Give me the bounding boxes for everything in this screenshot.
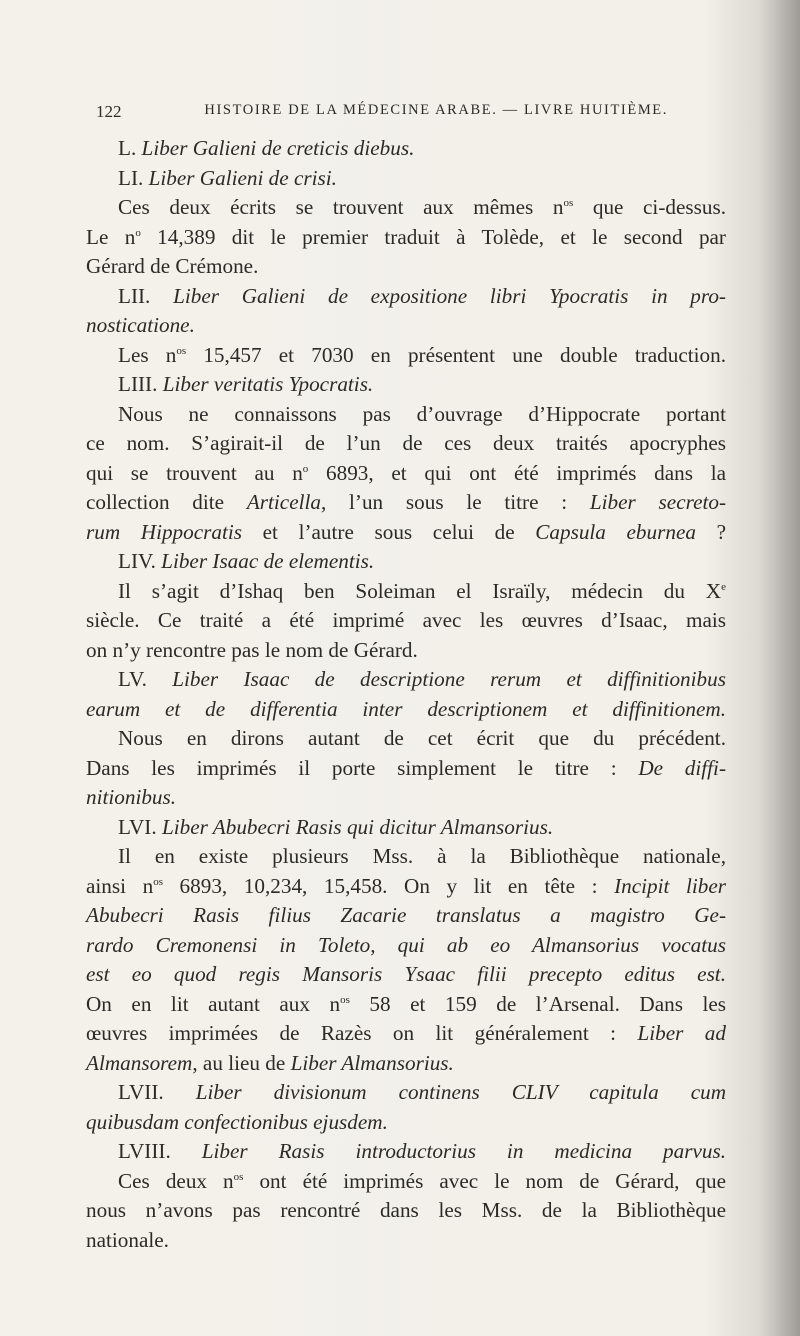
italic-run: Liber veritatis Ypocratis. xyxy=(162,372,374,396)
text-line xyxy=(86,754,726,784)
running-header xyxy=(96,102,668,122)
text-line xyxy=(86,282,726,312)
text-run: ce nom. S’agirait-il de l’un de ces deux traités apocryphes xyxy=(86,431,726,455)
text-line xyxy=(86,429,726,459)
text-line xyxy=(86,341,726,371)
text-line xyxy=(86,990,726,1020)
text-run: 14,389 dit le premier traduit à Tolède, et le second par xyxy=(140,224,726,249)
text-line xyxy=(86,842,726,872)
text-line xyxy=(86,636,726,666)
text-run: LIII. xyxy=(118,372,163,396)
text-run: LVII. xyxy=(118,1080,196,1104)
superscript: o xyxy=(135,226,141,239)
superscript: os xyxy=(563,197,574,209)
text-run: et l’autre sous celui de xyxy=(242,519,536,544)
italic-run: Liber secreto- xyxy=(589,490,727,514)
italic-run: Liber Galieni de creticis diebus. xyxy=(141,136,415,160)
text-line xyxy=(86,813,726,843)
italic-run: Liber Galieni de crisi. xyxy=(148,165,337,190)
superscript: e xyxy=(721,580,726,593)
text-line xyxy=(86,1078,726,1108)
text-run: que ci-dessus. xyxy=(573,195,726,219)
text-run: Ces deux écrits se trouvent aux mêmes n xyxy=(118,195,564,219)
italic-run: rum Hippocratis xyxy=(86,519,243,544)
text-line xyxy=(86,311,726,341)
text-run: nationale. xyxy=(86,1227,169,1252)
text-run: 58 et 159 de l’Arsenal. Dans les xyxy=(349,991,726,1016)
text-line xyxy=(86,193,726,223)
superscript: os xyxy=(340,993,350,1006)
superscript: os xyxy=(153,875,163,888)
italic-run: Liber divisionum continens CLIV capitula cum xyxy=(195,1080,726,1104)
text-run: Le n xyxy=(86,224,136,249)
italic-run: Capsula eburnea xyxy=(535,519,696,544)
italic-run: nosticatione. xyxy=(86,313,195,337)
text-run: LVI. xyxy=(118,814,162,839)
text-line xyxy=(86,872,726,902)
text-line xyxy=(86,901,726,931)
italic-run: earum et de differentia inter descriptionem et diffinitionem. xyxy=(86,696,726,721)
text-run: on n’y rencontre pas le nom de Gérard. xyxy=(86,637,418,662)
text-line xyxy=(86,252,726,282)
text-run: Les n xyxy=(118,342,177,367)
text-line xyxy=(86,488,726,518)
text-line xyxy=(86,547,726,577)
text-line xyxy=(86,1167,726,1197)
text-line xyxy=(86,783,726,813)
text-run: œuvres imprimées de Razès on lit généralement : xyxy=(86,1021,638,1045)
superscript: o xyxy=(302,462,309,475)
text-line xyxy=(86,370,726,400)
text-run: LII. xyxy=(118,283,174,308)
text-line xyxy=(86,960,726,990)
text-line xyxy=(86,164,726,194)
text-line xyxy=(86,1049,726,1079)
text-run: siècle. Ce traité a été imprimé avec les œuvres d’Isaac, mais xyxy=(86,608,726,632)
italic-run: De diffi- xyxy=(638,755,726,780)
text-line xyxy=(86,665,726,695)
text-run: LVIII. xyxy=(118,1139,202,1163)
text-run: Il en existe plusieurs Mss. à la Bibliothèque nationale, xyxy=(118,844,726,868)
text-line xyxy=(86,931,726,961)
text-run: qui se trouvent au n xyxy=(86,460,303,485)
text-line xyxy=(86,400,726,430)
text-run: Il s’agit d’Ishaq ben Soleiman el Israïly, médecin du X xyxy=(118,578,722,603)
text-run: 6893, et qui ont été imprimés dans la xyxy=(308,460,726,485)
italic-run: Liber Almansorius. xyxy=(290,1050,454,1075)
text-run: LIV. xyxy=(118,549,162,573)
text-line xyxy=(86,1196,726,1226)
text-line xyxy=(86,459,726,489)
italic-run: quibusdam confectionibus ejusdem. xyxy=(86,1109,388,1134)
text-line xyxy=(86,577,726,607)
italic-run: Incipit liber xyxy=(614,873,726,898)
text-run: ont été imprimés avec le nom de Gérard, que xyxy=(243,1168,727,1193)
text-line xyxy=(86,1108,726,1138)
text-run: LV. xyxy=(118,667,173,691)
superscript: os xyxy=(176,344,187,357)
text-run: Dans les imprimés il porte simplement le titre : xyxy=(86,755,639,780)
page-number: 122 xyxy=(96,102,122,121)
text-line xyxy=(86,695,726,725)
italic-run: Liber Rasis introductorius in medicina parvus. xyxy=(201,1139,726,1163)
text-run: Gérard de Crémone. xyxy=(86,254,259,278)
text-run: , au lieu de xyxy=(192,1050,291,1075)
text-line xyxy=(86,1137,726,1167)
italic-run: rardo Cremonensi in Toleto, qui ab eo Almansorius vocatus xyxy=(86,932,726,957)
running-title: HISTOIRE DE LA MÉDECINE ARABE. — LIVRE HUITIÈME. xyxy=(204,102,668,118)
superscript: os xyxy=(233,1170,244,1183)
page-body-text xyxy=(86,134,726,1255)
text-run: , l’un sous le titre : xyxy=(320,490,590,514)
italic-run: nitionibus. xyxy=(86,785,177,809)
italic-run: Liber Galieni de expositione libri Ypocratis in pro- xyxy=(173,283,726,308)
italic-run: est eo quod regis Mansoris Ysaac filii precepto editus est. xyxy=(86,962,726,986)
text-run: collection dite xyxy=(86,490,247,514)
text-line xyxy=(86,518,726,548)
text-run: nous n’avons pas rencontré dans les Mss. de la Bibliothèque xyxy=(86,1198,726,1222)
italic-run: Liber Isaac de descriptione rerum et diffinitionibus xyxy=(172,667,726,691)
text-line xyxy=(86,606,726,636)
text-run: L. xyxy=(118,136,142,160)
text-run: Ces deux n xyxy=(118,1168,234,1193)
text-line xyxy=(86,223,726,253)
text-line xyxy=(86,1019,726,1049)
italic-run: Abubecri Rasis filius Zacarie translatus a magistro Ge- xyxy=(86,903,726,927)
italic-run: Liber Isaac de elementis. xyxy=(161,549,375,573)
italic-run: Liber ad xyxy=(637,1021,726,1045)
text-line xyxy=(86,724,726,754)
italic-run: Almansorem xyxy=(86,1050,193,1075)
text-line xyxy=(86,134,726,164)
text-run: Nous en dirons autant de cet écrit que du précédent. xyxy=(118,726,726,750)
text-run: LI. xyxy=(118,165,149,190)
text-run: On en lit autant aux n xyxy=(86,991,341,1016)
text-run: ainsi n xyxy=(86,873,154,898)
italic-run: Articella xyxy=(246,490,321,514)
text-run: ? xyxy=(695,519,726,544)
italic-run: Liber Abubecri Rasis qui dicitur Almansorius. xyxy=(161,814,554,839)
text-run: Nous ne connaissons pas d’ouvrage d’Hippocrate portant xyxy=(118,401,726,426)
text-run: 6893, 10,234, 15,458. On y lit en tête : xyxy=(162,873,615,898)
text-line xyxy=(86,1226,726,1256)
text-run: 15,457 et 7030 en présentent une double traduction. xyxy=(186,342,727,367)
